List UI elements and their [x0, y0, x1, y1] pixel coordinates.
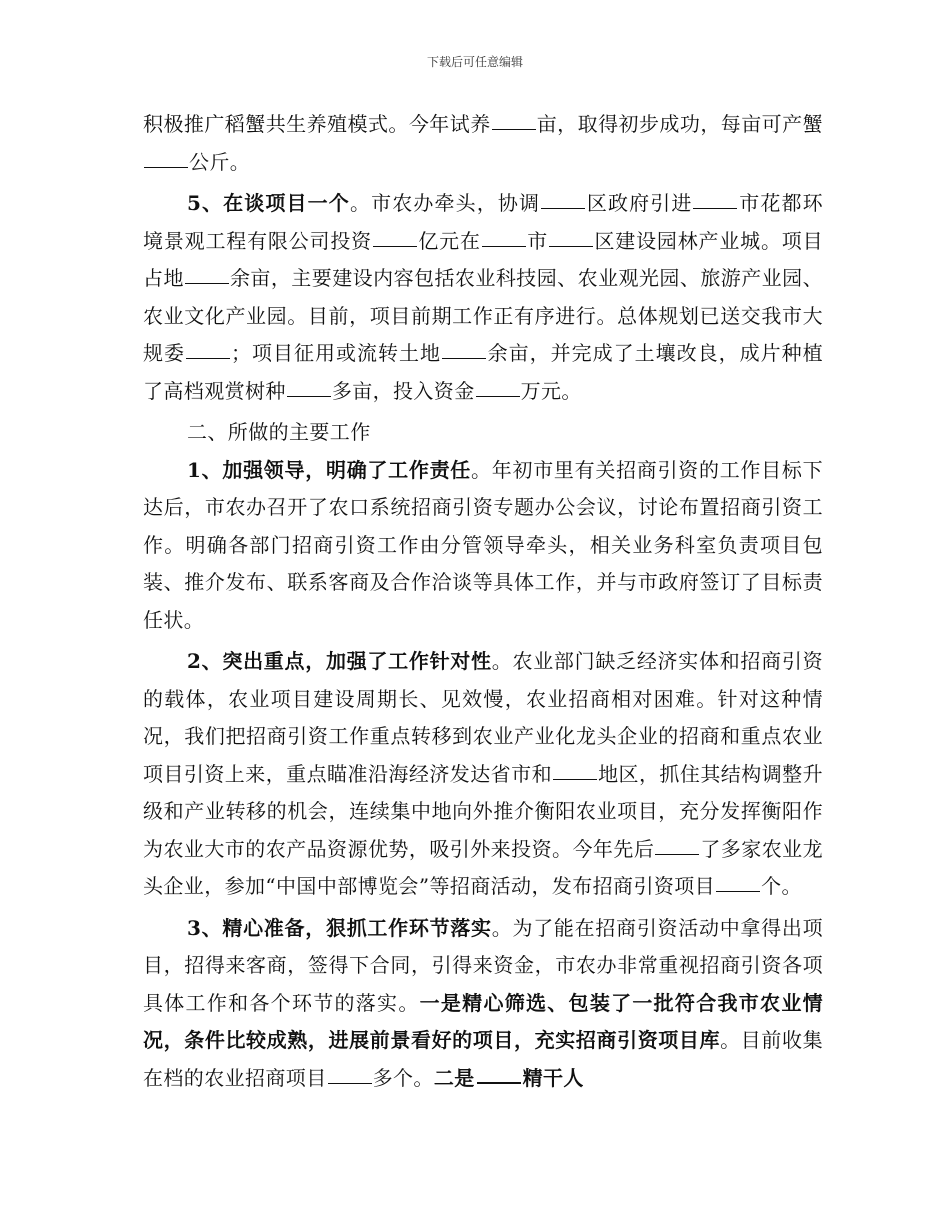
fill-blank: [482, 245, 526, 247]
text-run: 了多家农业龙头企业，参加“中国中部博览会”等招商活动，发布招商引资项目: [143, 836, 824, 898]
fill-blank: [186, 357, 230, 359]
fill-blank: [476, 395, 520, 397]
paragraph-leadership: [143, 452, 823, 640]
paragraph-project-5: [143, 185, 823, 410]
paragraph-focus: [143, 643, 823, 906]
fill-blank: [477, 1081, 521, 1084]
paragraph-heading: 5、在谈项目一个: [187, 191, 350, 215]
paragraph-heading: 2、突出重点，加强了工作针对性: [187, 649, 492, 673]
fill-blank: [693, 207, 737, 209]
emphasis-run: 一是精心筛选、包装了一批符合我市农业情况，条件比较成熟，进展前景看好的项目，充实招商引资项目库: [143, 990, 823, 1052]
text-run: 。农业部门缺乏经济实体和招商引资的载体，农业项目建设周期长、见效慢，农业招商相对困难。针对这种情况，我们把招商引资工作重点转移到农业产业化龙头企业的招商和重点农业项目引资上来，重点瞄准沿海经济发达省市和: [143, 649, 824, 786]
emphasis-run: 精干人: [522, 1065, 584, 1090]
fill-blank: [549, 245, 593, 247]
fill-blank: [373, 245, 417, 247]
fill-blank: [492, 128, 536, 130]
text-run: ；项目征用或流转土地: [231, 341, 441, 365]
fill-blank: [541, 207, 585, 209]
text-run: 积极推广稻蟹共生养殖模式。今年试养: [143, 112, 491, 136]
fill-blank: [716, 890, 760, 892]
text-run: 区建设园林产业城。项目占地: [143, 228, 823, 290]
paragraph-heading: 3、精心准备，狠抓工作环节落实: [187, 915, 492, 940]
fill-blank: [655, 853, 699, 855]
text-run: 个。: [761, 874, 802, 898]
text-run: 。目前收集在档的农业招商项目: [143, 1028, 824, 1090]
text-run: 多个。: [372, 1065, 434, 1090]
fill-blank: [553, 778, 597, 780]
text-run: 。为了能在招商引资活动中拿得出项目，招得来客商，签得下合同，引得来资金，市农办非常重视招商引资各项具体工作和各个环节的落实。: [143, 915, 824, 1015]
text-run: 市: [526, 228, 549, 253]
text-run: 地区，抓住其结构调整升级和产业转移的机会，连续集中地向外推介衡阳农业项目，充分发挥衡阳作为农业大市的农产品资源优势，吸引外来投资。今年先后: [143, 761, 823, 861]
fill-blank: [287, 395, 331, 397]
text-run: 亿元在: [417, 228, 481, 253]
section-heading: 二、所做的主要工作: [187, 420, 371, 444]
text-run: 亩，取得初步成功，每亩可产蟹: [536, 112, 823, 136]
text-run: 多亩，投入资金: [331, 378, 475, 403]
text-run: 。市农办牵头，协调: [349, 191, 541, 215]
page-header: 下载后可任意编辑: [426, 55, 523, 69]
fill-blank: [442, 357, 486, 359]
paragraph-rice-crab: [143, 106, 823, 181]
paragraph-heading: 1、加强领导，明确了工作责任: [187, 457, 472, 482]
text-run: 余亩，主要建设内容包括农业科技园、农业观光园、旅游产业园、农业文化产业园。目前，项目前期工作正有序进行。总体规划已送交我市大规委: [143, 266, 823, 365]
text-run: 市花都环境景观工程有限公司投资: [143, 191, 823, 253]
text-run: 。年初市里有关招商引资的工作目标下达后，市农办召开了农口系统招商引资专题办公会议，讨论布置招商引资工作。明确各部门招商引资工作由分管领导牵头，相关业务科室负责项目包装、推介发布、联系客商及合作洽谈等具体工作，并与市政府签订了目标责任状。: [143, 457, 823, 632]
text-run: 公斤。: [189, 149, 251, 174]
fill-blank: [328, 1082, 372, 1084]
fill-blank: [185, 282, 229, 284]
emphasis-run: 二是: [433, 1065, 475, 1090]
paragraph-preparation: [143, 910, 823, 1098]
document-body: [143, 106, 823, 1097]
text-run: 区政府引进: [586, 191, 693, 215]
fill-blank: [144, 166, 188, 168]
text-run: 余亩，并完成了土壤改良，成片种植了高档观赏树种: [143, 341, 823, 403]
text-run: 万元。: [520, 378, 582, 403]
